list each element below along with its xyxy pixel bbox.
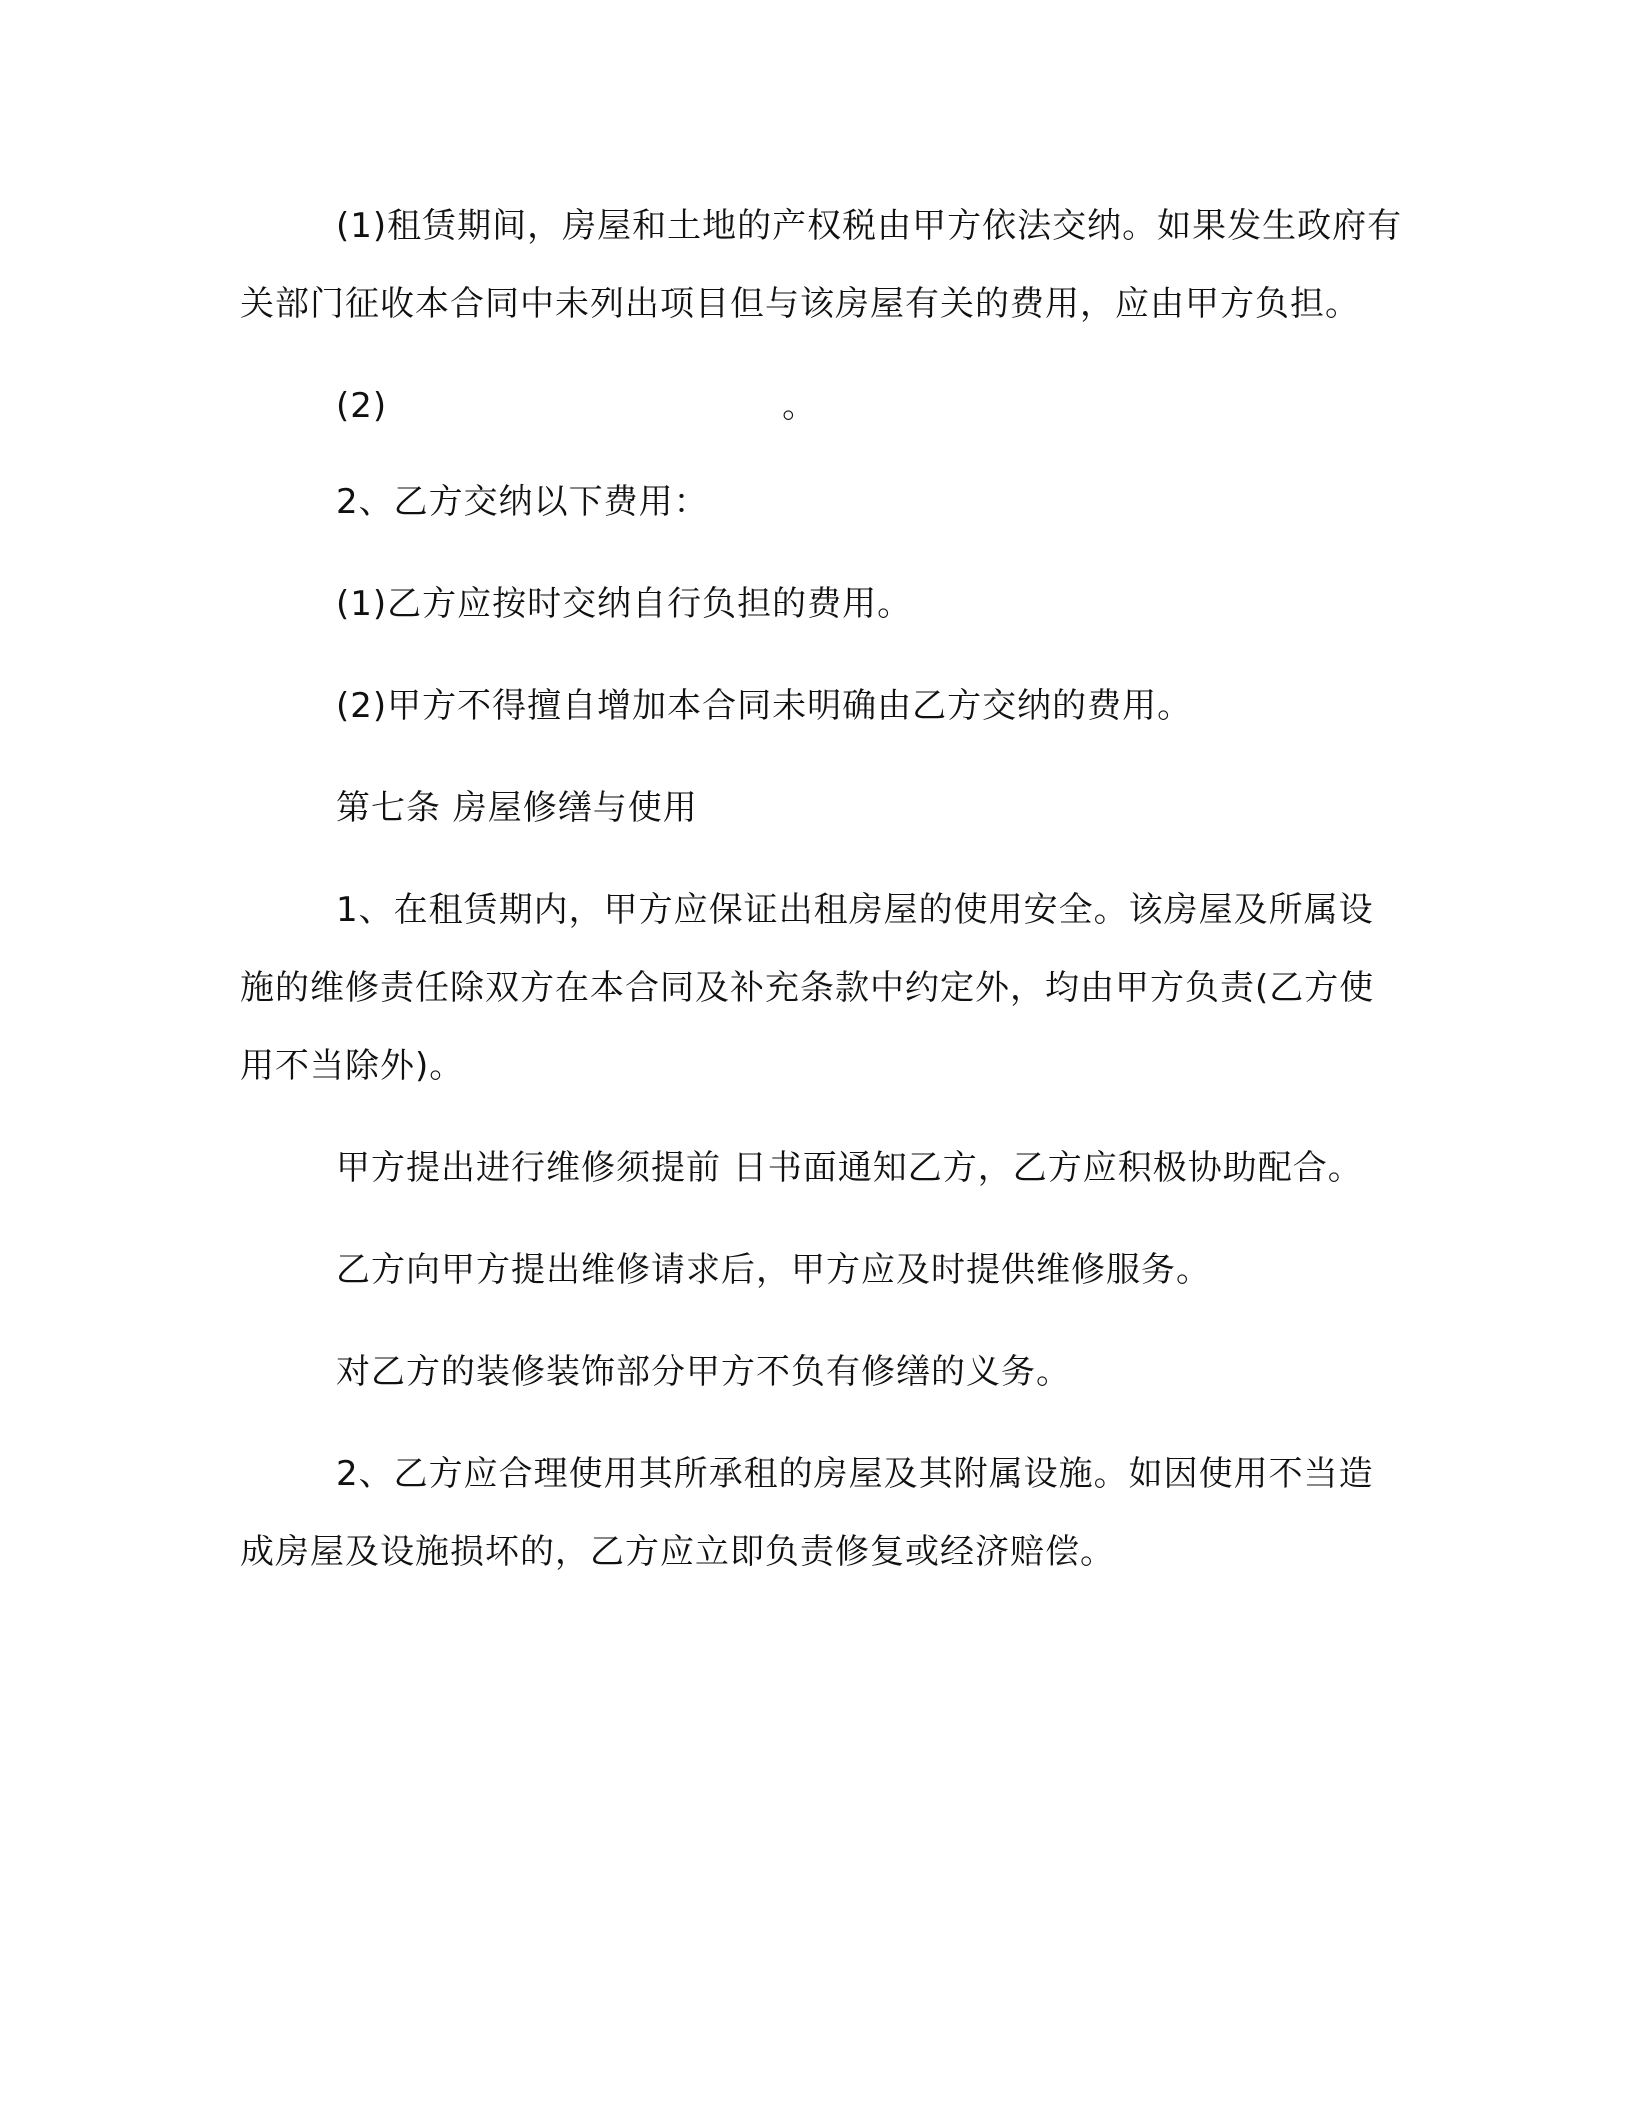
paragraph-party-b-pay-on-time: (1)乙方应按时交纳自行负担的费用。: [336, 584, 913, 624]
document-body: [240, 187, 1405, 1615]
paragraph-party-b-fees: 2、乙方交纳以下费用：: [336, 482, 709, 522]
paragraph-safety-maintenance: 1、在租赁期内，甲方应保证出租房屋的使用安全。该房屋及所属设施的维修责任除双方在本合同及补充条款中约定外，均由甲方负责(乙方使用不当除外)。: [240, 890, 1375, 1086]
paragraph-property-tax: (1)租赁期间，房屋和土地的产权税由甲方依法交纳。如果发生政府有关部门征收本合同中未列出项目但与该房屋有关的费用，应由甲方负担。: [240, 206, 1403, 324]
paragraph-repair-notice: 甲方提出进行维修须提前 日书面通知乙方，乙方应积极协助配合。: [336, 1148, 1363, 1188]
section-heading-article-7: 第七条 房屋修缮与使用: [336, 788, 698, 828]
paragraph-blank-item-2: [240, 367, 1405, 445]
item-label: (2): [336, 386, 388, 426]
paragraph-no-extra-fees: (2)甲方不得擅自增加本合同未明确由乙方交纳的费用。: [336, 686, 1193, 726]
paragraph-repair-service: 乙方向甲方提出维修请求后，甲方应及时提供维修服务。: [336, 1250, 1211, 1290]
paragraph-decoration-no-repair: 对乙方的装修装饰部分甲方不负有修缮的义务。: [336, 1352, 1071, 1392]
paragraph-proper-use: 2、乙方应合理使用其所承租的房屋及其附属设施。如因使用不当造成房屋及设施损坏的，乙方应立即负责修复或经济赔偿。: [240, 1454, 1374, 1572]
item-end-mark: 。: [782, 386, 818, 426]
